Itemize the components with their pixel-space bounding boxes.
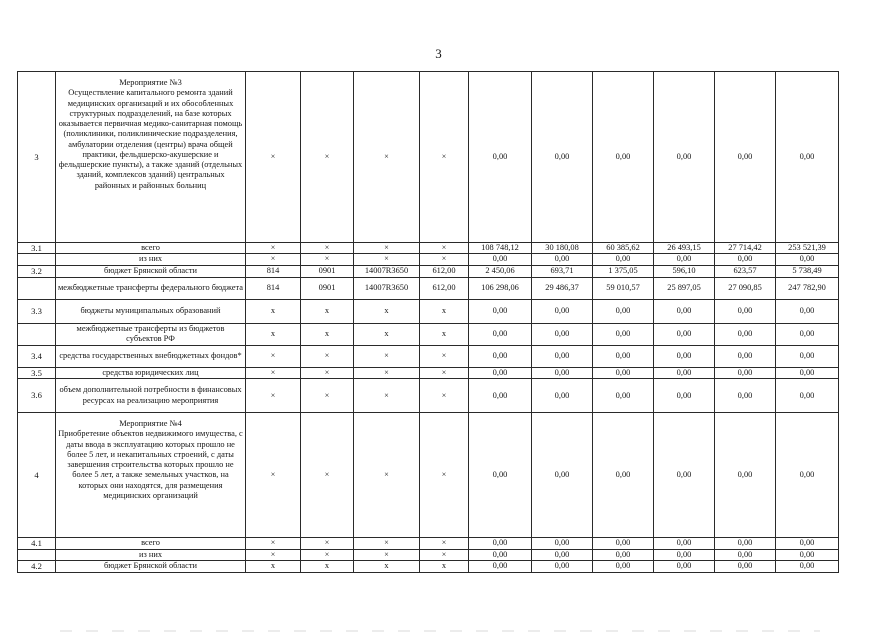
value-col-5: 27 714,42 [715, 243, 776, 254]
value-col-3: 1 375,05 [593, 265, 654, 277]
value-col-2: 0,00 [532, 413, 593, 538]
value-col-6: 0,00 [776, 345, 839, 367]
value-col-1: 0,00 [469, 72, 532, 243]
row-description: из них [56, 254, 246, 265]
value-col-3: 0,00 [593, 323, 654, 345]
code-csr: × [354, 367, 420, 378]
code-grbs: × [246, 538, 301, 549]
code-grbs: × [246, 72, 301, 243]
code-csr: × [354, 243, 420, 254]
table-row [18, 299, 839, 323]
code-grbs: × [246, 345, 301, 367]
code-grbs: 814 [246, 265, 301, 277]
code-csr: 14007R3650 [354, 277, 420, 299]
table-row [18, 549, 839, 560]
code-csr: × [354, 379, 420, 413]
value-col-1: 0,00 [469, 379, 532, 413]
value-col-5: 0,00 [715, 538, 776, 549]
value-col-5: 0,00 [715, 379, 776, 413]
value-col-3: 0,00 [593, 299, 654, 323]
value-col-6: 0,00 [776, 549, 839, 560]
row-number [18, 277, 56, 299]
row-description: бюджет Брянской области [56, 560, 246, 572]
code-vr: × [420, 72, 469, 243]
value-col-5: 0,00 [715, 72, 776, 243]
value-col-6: 0,00 [776, 413, 839, 538]
code-vr: × [420, 538, 469, 549]
value-col-3: 0,00 [593, 379, 654, 413]
row-number: 3.5 [18, 367, 56, 378]
value-col-4: 0,00 [654, 549, 715, 560]
code-vr: x [420, 323, 469, 345]
value-col-4: 0,00 [654, 560, 715, 572]
value-col-2: 0,00 [532, 560, 593, 572]
row-number: 3 [18, 72, 56, 243]
table-row [18, 243, 839, 254]
code-csr: x [354, 299, 420, 323]
code-grbs: × [246, 549, 301, 560]
value-col-3: 0,00 [593, 560, 654, 572]
code-grbs: x [246, 323, 301, 345]
code-rzpr: × [301, 345, 354, 367]
code-csr: 14007R3650 [354, 265, 420, 277]
table-body [18, 72, 839, 573]
value-col-5: 0,00 [715, 254, 776, 265]
row-number: 4.2 [18, 560, 56, 572]
table-row [18, 72, 839, 243]
code-rzpr: 0901 [301, 265, 354, 277]
table-row [18, 323, 839, 345]
table-row [18, 277, 839, 299]
code-csr: × [354, 549, 420, 560]
value-col-4: 0,00 [654, 323, 715, 345]
value-col-1: 106 298,06 [469, 277, 532, 299]
row-description: бюджет Брянской области [56, 265, 246, 277]
value-col-1: 0,00 [469, 254, 532, 265]
code-vr: × [420, 379, 469, 413]
value-col-2: 30 180,08 [532, 243, 593, 254]
value-col-6: 0,00 [776, 560, 839, 572]
value-col-1: 0,00 [469, 560, 532, 572]
value-col-1: 0,00 [469, 323, 532, 345]
row-description: объем дополнительной потребности в финансовых ресурсах на реализацию мероприятия [56, 379, 246, 413]
value-col-6: 0,00 [776, 323, 839, 345]
value-col-6: 0,00 [776, 72, 839, 243]
value-col-6: 0,00 [776, 299, 839, 323]
value-col-3: 0,00 [593, 367, 654, 378]
value-col-4: 0,00 [654, 254, 715, 265]
value-col-5: 623,57 [715, 265, 776, 277]
value-col-4: 596,10 [654, 265, 715, 277]
code-vr: 612,00 [420, 265, 469, 277]
value-col-5: 0,00 [715, 345, 776, 367]
value-col-1: 108 748,12 [469, 243, 532, 254]
code-rzpr: × [301, 72, 354, 243]
row-number: 4.1 [18, 538, 56, 549]
value-col-2: 0,00 [532, 367, 593, 378]
value-col-5: 0,00 [715, 299, 776, 323]
page-number: 3 [435, 46, 442, 61]
code-rzpr: × [301, 379, 354, 413]
value-col-6: 253 521,39 [776, 243, 839, 254]
table-row [18, 413, 839, 538]
value-col-6: 5 738,49 [776, 265, 839, 277]
value-col-1: 0,00 [469, 413, 532, 538]
code-rzpr: x [301, 323, 354, 345]
row-description: бюджеты муниципальных образований [56, 299, 246, 323]
row-number [18, 549, 56, 560]
value-col-3: 0,00 [593, 413, 654, 538]
table-row [18, 560, 839, 572]
row-number: 3.2 [18, 265, 56, 277]
value-col-4: 0,00 [654, 299, 715, 323]
value-col-6: 0,00 [776, 538, 839, 549]
row-number: 4 [18, 413, 56, 538]
value-col-3: 0,00 [593, 345, 654, 367]
table-row [18, 538, 839, 549]
code-csr: × [354, 72, 420, 243]
value-col-4: 0,00 [654, 379, 715, 413]
value-col-3: 0,00 [593, 72, 654, 243]
value-col-2: 0,00 [532, 345, 593, 367]
value-col-2: 0,00 [532, 379, 593, 413]
code-vr: × [420, 367, 469, 378]
value-col-6: 0,00 [776, 367, 839, 378]
value-col-2: 0,00 [532, 72, 593, 243]
row-description: всего [56, 243, 246, 254]
value-col-1: 2 450,06 [469, 265, 532, 277]
code-grbs: × [246, 254, 301, 265]
code-rzpr: x [301, 560, 354, 572]
code-rzpr: 0901 [301, 277, 354, 299]
value-col-4: 25 897,05 [654, 277, 715, 299]
value-col-2: 0,00 [532, 538, 593, 549]
code-vr: x [420, 560, 469, 572]
value-col-2: 0,00 [532, 323, 593, 345]
code-csr: × [354, 413, 420, 538]
code-grbs: x [246, 560, 301, 572]
row-description: межбюджетные трансферты из бюджетов субъектов РФ [56, 323, 246, 345]
code-vr: 612,00 [420, 277, 469, 299]
code-csr: × [354, 538, 420, 549]
code-grbs: × [246, 413, 301, 538]
code-vr: × [420, 549, 469, 560]
value-col-2: 29 486,37 [532, 277, 593, 299]
table-row [18, 254, 839, 265]
code-grbs: 814 [246, 277, 301, 299]
code-vr: × [420, 243, 469, 254]
value-col-4: 0,00 [654, 538, 715, 549]
value-col-5: 0,00 [715, 367, 776, 378]
code-rzpr: × [301, 367, 354, 378]
value-col-5: 0,00 [715, 560, 776, 572]
code-grbs: × [246, 367, 301, 378]
value-col-4: 0,00 [654, 413, 715, 538]
value-col-3: 60 385,62 [593, 243, 654, 254]
table-row [18, 345, 839, 367]
row-description: всего [56, 538, 246, 549]
code-rzpr: × [301, 549, 354, 560]
value-col-2: 0,00 [532, 254, 593, 265]
table-row [18, 265, 839, 277]
value-col-6: 0,00 [776, 254, 839, 265]
value-col-6: 0,00 [776, 379, 839, 413]
code-vr: x [420, 299, 469, 323]
value-col-1: 0,00 [469, 345, 532, 367]
code-grbs: × [246, 379, 301, 413]
value-col-2: 693,71 [532, 265, 593, 277]
row-description: средства юридических лиц [56, 367, 246, 378]
row-number [18, 323, 56, 345]
value-col-4: 26 493,15 [654, 243, 715, 254]
row-description: Мероприятие №4 Приобретение объектов недвижимого имущества, с даты ввода в эксплуатацию которых прошло не более 5 лет, и некапитальных строений, с даты завершения строительства которых прошло не более 5 лет, а также земельных участков, на которых они находятся, для размещения медицинских организаций [56, 413, 246, 538]
value-col-3: 0,00 [593, 549, 654, 560]
value-col-1: 0,00 [469, 299, 532, 323]
value-col-3: 0,00 [593, 254, 654, 265]
value-col-5: 27 090,85 [715, 277, 776, 299]
table-row [18, 367, 839, 378]
value-col-3: 59 010,57 [593, 277, 654, 299]
funding-table [17, 71, 839, 573]
value-col-5: 0,00 [715, 549, 776, 560]
code-rzpr: × [301, 538, 354, 549]
row-description: из них [56, 549, 246, 560]
row-description: средства государственных внебюджетных фондов* [56, 345, 246, 367]
value-col-5: 0,00 [715, 323, 776, 345]
code-csr: × [354, 345, 420, 367]
value-col-6: 247 782,90 [776, 277, 839, 299]
code-vr: × [420, 254, 469, 265]
row-description: межбюджетные трансферты федерального бюджета [56, 277, 246, 299]
code-vr: × [420, 413, 469, 538]
scan-artifact-line [60, 630, 820, 632]
code-grbs: x [246, 299, 301, 323]
value-col-1: 0,00 [469, 538, 532, 549]
code-rzpr: × [301, 254, 354, 265]
code-csr: x [354, 560, 420, 572]
value-col-5: 0,00 [715, 413, 776, 538]
code-rzpr: x [301, 299, 354, 323]
row-number [18, 254, 56, 265]
row-number: 3.1 [18, 243, 56, 254]
value-col-1: 0,00 [469, 549, 532, 560]
value-col-4: 0,00 [654, 345, 715, 367]
value-col-2: 0,00 [532, 299, 593, 323]
value-col-3: 0,00 [593, 538, 654, 549]
code-csr: × [354, 254, 420, 265]
code-rzpr: × [301, 243, 354, 254]
value-col-1: 0,00 [469, 367, 532, 378]
value-col-4: 0,00 [654, 367, 715, 378]
code-csr: x [354, 323, 420, 345]
row-number: 3.3 [18, 299, 56, 323]
row-description: Мероприятие №3 Осуществление капитального ремонта зданий медицинских организаций и их обособленных структурных подразделений, на базе которых оказывается первичная медико-санитарная помощь (поликлиники, поликлинические подразделения, амбулатории отделения (центры) врача общей практики, фельдшерско-акушерские и фельдшерские пункты), а также зданий (отдельных зданий, комплексов зданий) центральных районных и районных больниц [56, 72, 246, 243]
row-number: 3.6 [18, 379, 56, 413]
code-vr: × [420, 345, 469, 367]
table-row [18, 379, 839, 413]
value-col-2: 0,00 [532, 549, 593, 560]
code-grbs: × [246, 243, 301, 254]
code-rzpr: × [301, 413, 354, 538]
value-col-4: 0,00 [654, 72, 715, 243]
row-number: 3.4 [18, 345, 56, 367]
